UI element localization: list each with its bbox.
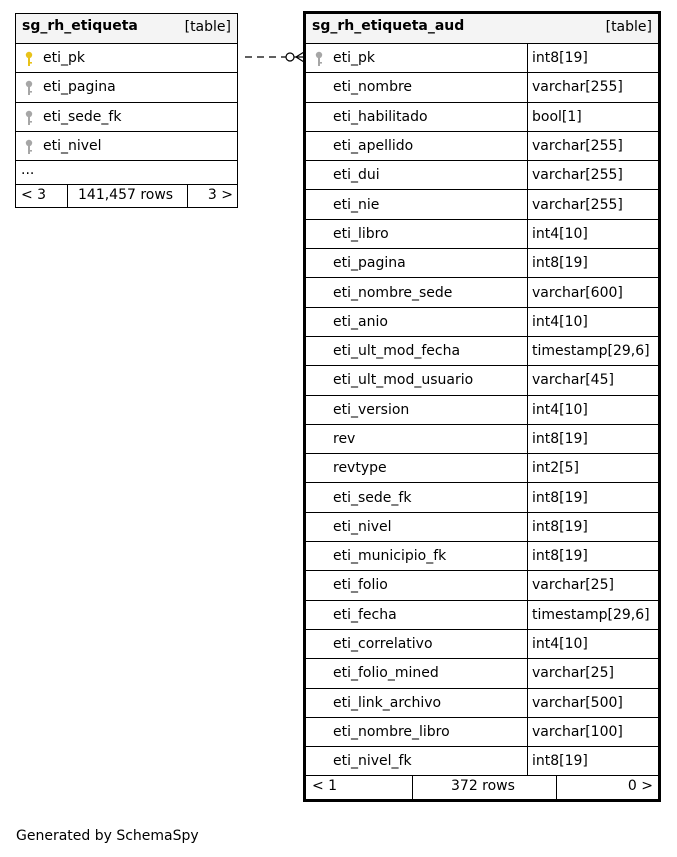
column-type: int8[19] [527, 747, 658, 775]
generated-by-label: Generated by SchemaSpy [16, 828, 199, 844]
column-name: revtype [333, 460, 387, 477]
index-key-icon [314, 51, 324, 67]
column-type: varchar[255] [527, 73, 658, 101]
column-row[interactable] [306, 689, 658, 718]
column-name: eti_version [333, 401, 410, 418]
column-name: eti_ult_mod_fecha [333, 343, 461, 360]
column-name: eti_dui [333, 167, 380, 184]
column-name: eti_nivel [333, 518, 392, 535]
column-row[interactable] [306, 513, 658, 542]
column-row[interactable] [306, 659, 658, 688]
column-list [306, 44, 658, 776]
column-row[interactable] [306, 132, 658, 161]
table-type-label: [table] [184, 19, 231, 35]
column-row[interactable] [306, 601, 658, 630]
column-name: eti_ult_mod_usuario [333, 372, 474, 389]
column-name: eti_pagina [43, 79, 116, 96]
column-row[interactable] [306, 278, 658, 307]
column-row[interactable] [306, 425, 658, 454]
column-name: eti_folio [333, 577, 388, 594]
column-type: int8[19] [527, 249, 658, 277]
column-name: eti_nie [333, 196, 380, 213]
children-link[interactable]: 0 > [627, 778, 653, 795]
table-type-label: [table] [605, 19, 652, 35]
table-footer [306, 776, 658, 799]
column-name: eti_link_archivo [333, 694, 442, 711]
column-row[interactable] [306, 571, 658, 600]
column-type: varchar[600] [527, 278, 658, 306]
ellipsis: ... [21, 162, 35, 179]
column-name: eti_nivel [43, 138, 102, 155]
column-name: eti_pagina [333, 255, 406, 272]
column-type: timestamp[29,6] [527, 337, 658, 365]
children-link[interactable]: 3 > [207, 187, 233, 204]
column-type: int4[10] [527, 220, 658, 248]
row-count: 141,457 rows [78, 187, 174, 204]
column-type: timestamp[29,6] [527, 601, 658, 629]
optional-circle [286, 53, 294, 61]
column-name: eti_sede_fk [43, 108, 122, 125]
column-type: int8[19] [527, 542, 658, 570]
column-type: varchar[500] [527, 689, 658, 717]
column-type: varchar[255] [527, 132, 658, 160]
column-name: eti_anio [333, 313, 388, 330]
column-name: eti_folio_mined [333, 665, 439, 682]
column-type: int8[19] [527, 425, 658, 453]
column-type: varchar[25] [527, 571, 658, 599]
column-name: eti_nombre_libro [333, 723, 450, 740]
column-row[interactable] [306, 249, 658, 278]
column-name: eti_correlativo [333, 636, 433, 653]
column-type: bool[1] [527, 103, 658, 131]
column-row[interactable] [306, 747, 658, 776]
column-name: eti_fecha [333, 606, 397, 623]
column-type: varchar[255] [527, 161, 658, 189]
table-name: sg_rh_etiqueta_aud [312, 18, 465, 34]
column-name: eti_nivel_fk [333, 753, 412, 770]
column-name: eti_nombre_sede [333, 284, 453, 301]
parents-link[interactable]: < 3 [21, 187, 47, 204]
column-name: eti_municipio_fk [333, 548, 447, 565]
column-row[interactable] [306, 718, 658, 747]
column-name: eti_pk [333, 50, 375, 67]
column-row[interactable] [306, 161, 658, 190]
column-row[interactable] [306, 308, 658, 337]
column-type: varchar[25] [527, 659, 658, 687]
column-name: eti_nombre [333, 79, 413, 96]
row-count: 372 rows [451, 778, 515, 795]
column-row[interactable] [306, 103, 658, 132]
column-type: int4[10] [527, 396, 658, 424]
column-type: int4[10] [527, 308, 658, 336]
column-name: eti_habilitado [333, 108, 428, 125]
column-row[interactable] [306, 630, 658, 659]
column-row[interactable] [306, 396, 658, 425]
column-name: eti_pk [43, 50, 85, 67]
column-row[interactable] [306, 190, 658, 219]
column-row[interactable] [306, 73, 658, 102]
column-type: int4[10] [527, 630, 658, 658]
column-row[interactable] [306, 483, 658, 512]
column-name: rev [333, 431, 356, 447]
column-type: int2[5] [527, 454, 658, 482]
column-type: int8[19] [527, 44, 658, 72]
column-row[interactable] [306, 542, 658, 571]
column-row[interactable] [306, 454, 658, 483]
column-type: varchar[255] [527, 190, 658, 218]
column-type: varchar[45] [527, 366, 658, 394]
column-row[interactable] [306, 44, 658, 73]
column-row[interactable] [306, 337, 658, 366]
column-type: int8[19] [527, 483, 658, 511]
table-header [306, 14, 658, 44]
parents-link[interactable]: < 1 [312, 778, 338, 795]
table-name: sg_rh_etiqueta [22, 18, 138, 34]
column-name: eti_libro [333, 225, 389, 242]
column-type: int8[19] [527, 513, 658, 541]
table-sg-rh-etiqueta-aud[interactable] [303, 11, 661, 802]
column-name: eti_sede_fk [333, 489, 412, 506]
column-row[interactable] [306, 366, 658, 395]
column-row[interactable] [306, 220, 658, 249]
column-name: eti_apellido [333, 138, 414, 155]
column-type: varchar[100] [527, 718, 658, 746]
